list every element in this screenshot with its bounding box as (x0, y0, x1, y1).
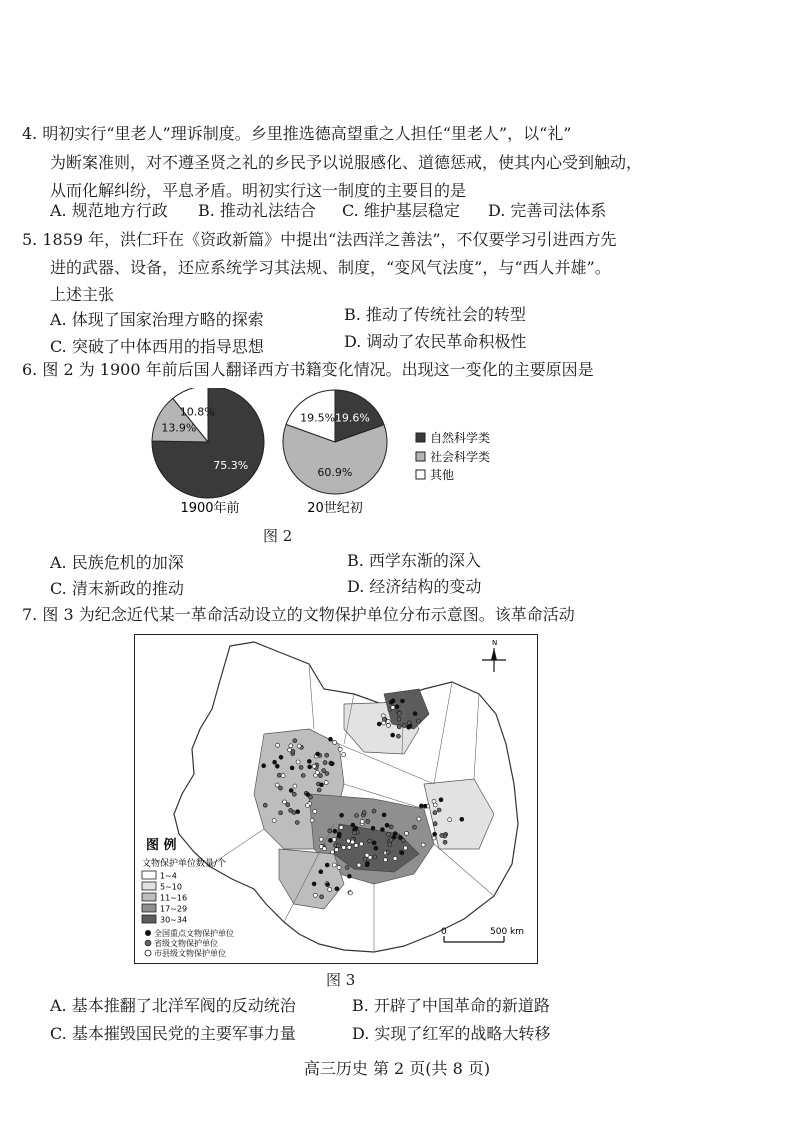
map-site-dot (328, 838, 332, 842)
map-site-dot (353, 831, 357, 835)
map-site-dot (313, 810, 317, 814)
q7-option-d: D. 实现了红军的战略大转移 (352, 1024, 551, 1043)
map-site-dot (385, 823, 389, 827)
map-site-dot (273, 760, 277, 764)
map-site-dot (345, 866, 349, 870)
map-site-dot (389, 838, 393, 842)
map-site-dot (404, 846, 408, 850)
map-site-dot (371, 826, 375, 830)
map-site-dot (347, 845, 351, 849)
q7-option-c: C. 基本摧毁国民党的主要军事力量 (50, 1024, 296, 1043)
map-legend-title: 图 例 (146, 838, 177, 853)
map-site-dot (290, 766, 294, 770)
map-site-dot (328, 829, 332, 833)
scale-zero: 0 (441, 927, 447, 937)
map-site-dot (340, 813, 344, 817)
map-site-dot (365, 853, 369, 857)
legend-swatch-social (416, 452, 425, 461)
map-site-dot (419, 804, 423, 808)
map-site-dot (333, 740, 337, 744)
pie-chart-20c (283, 390, 387, 494)
map-site-dot (360, 820, 364, 824)
map-site-dot (289, 808, 293, 812)
map-site-dot (292, 792, 296, 796)
map-site-dot (433, 832, 437, 836)
map-site-dot (355, 814, 359, 818)
q4-option-c: C. 维护基层稳定 (342, 201, 460, 220)
map-site-dot (393, 857, 397, 861)
map-site-dot (325, 772, 329, 776)
page-footer: 高三历史 第 2 页(共 8 页) (303, 1059, 491, 1078)
legend-range-4: 30~34 (160, 915, 188, 925)
map-site-dot (342, 753, 346, 757)
map-site-dot (333, 829, 337, 833)
q7-option-a: A. 基本推翻了北洋军阀的反动统治 (50, 996, 296, 1015)
map-site-dot (407, 725, 411, 729)
map-site-dot (348, 891, 352, 895)
pie-0-label-1: 13.9% (161, 421, 197, 435)
map-figure (134, 634, 538, 964)
map-site-dot (262, 764, 266, 768)
map-site-dot (291, 749, 295, 753)
map-site-dot (324, 781, 328, 785)
legend-county-dot (145, 950, 151, 956)
map-site-dot (377, 722, 381, 726)
map-site-dot (416, 719, 420, 723)
map-site-dot (365, 863, 369, 867)
map-site-dot (354, 843, 358, 847)
map-site-dot (432, 836, 436, 840)
map-site-dot (339, 826, 343, 830)
map-site-dot (387, 832, 391, 836)
map-site-dot (437, 808, 441, 812)
map-site-dot (297, 744, 301, 748)
map-site-dot (363, 857, 367, 861)
map-site-dot (325, 863, 329, 867)
map-site-dot (279, 811, 283, 815)
q5-line-3: 上述主张 (50, 285, 115, 304)
map-site-dot (335, 848, 339, 852)
map-site-dot (386, 850, 390, 854)
map-site-dot (277, 773, 281, 777)
map-site-dot (337, 866, 341, 870)
legend-national-dot (145, 930, 151, 936)
map-site-dot (413, 825, 417, 829)
map-site-dot (417, 817, 421, 821)
map-site-dot (313, 893, 317, 897)
legend-range-2: 11~16 (160, 893, 188, 903)
map-site-dot (312, 764, 316, 768)
legend-range-0: 1~4 (160, 871, 177, 881)
legend-provincial: 省级文物保护单位 (154, 939, 218, 948)
map-site-dot (443, 840, 447, 844)
q5-option-d: D. 调动了农民革命积极性 (344, 332, 527, 351)
map-site-dot (332, 838, 336, 842)
map-site-dot (432, 799, 436, 803)
map-site-dot (440, 833, 444, 837)
map-site-dot (295, 821, 299, 825)
map-site-dot (374, 846, 378, 850)
map-site-dot (336, 844, 340, 848)
map-site-dot (397, 717, 401, 721)
q4-line-3: 从而化解纠纷，平息矛盾。明初实行这一制度的主要目的是 (50, 181, 467, 200)
map-site-dot (400, 699, 404, 703)
figure-2-caption: 图 2 (263, 527, 293, 545)
map-site-dot (395, 705, 399, 709)
map-site-dot (323, 761, 327, 765)
map-site-dot (439, 798, 443, 802)
map-site-dot (263, 803, 267, 807)
map-site-dot (460, 817, 464, 821)
q4-option-a: A. 规范地方行政 (50, 201, 168, 220)
legend-other: 其他 (430, 468, 455, 482)
map-site-dot (307, 759, 311, 763)
q5-option-c: C. 突破了中体西用的指导思想 (50, 337, 264, 356)
pie-figure (0, 388, 794, 538)
q5-option-a: A. 体现了国家治理方略的探索 (50, 310, 264, 329)
map-site-dot (372, 809, 376, 813)
map-site-dot (433, 822, 437, 826)
map-site-dot (319, 870, 323, 874)
pie-0-label-0: 75.3% (213, 459, 249, 473)
q4-line-1: 4. 明初实行“里老人”理诉制度。乡里推选德高望重之人担任“里老人”，以“礼” (22, 124, 572, 143)
q7-option-b: B. 开辟了中国革命的新道路 (352, 996, 550, 1015)
map-site-dot (383, 858, 387, 862)
map-site-dot (423, 804, 427, 808)
pie-chart-1900 (152, 388, 264, 498)
legend-range-1: 5~10 (160, 882, 182, 892)
map-site-dot (315, 771, 319, 775)
map-site-dot (330, 850, 334, 854)
map-site-dot (279, 786, 283, 790)
q6-option-d: D. 经济结构的变动 (347, 577, 482, 596)
pie-1-label-0: 19.6% (334, 411, 370, 425)
map-site-dot (393, 832, 397, 836)
map-site-dot (296, 760, 300, 764)
pie-title-1900: 1900年前 (180, 501, 240, 516)
legend-range-3: 17~29 (160, 904, 188, 914)
map-site-dot (299, 765, 303, 769)
legend-range-swatch-1 (142, 882, 156, 890)
map-site-dot (400, 851, 404, 855)
legend-range-swatch-0 (142, 871, 156, 879)
map-site-dot (368, 839, 372, 843)
map-site-dot (275, 764, 279, 768)
map-site-dot (286, 803, 290, 807)
map-site-dot (342, 846, 346, 850)
map-site-dot (389, 825, 393, 829)
map-site-dot (354, 826, 358, 830)
map-site-dot (276, 743, 280, 747)
q4-option-b: B. 推动礼法结合 (198, 201, 316, 220)
map-site-dot (373, 855, 377, 859)
q7-line: 7. 图 3 为纪念近代某一革命活动设立的文物保护单位分布示意图。该革命活动 (22, 605, 575, 624)
map-site-dot (329, 737, 333, 741)
map-site-dot (301, 774, 305, 778)
map-site-dot (306, 804, 310, 808)
pie-1-label-2: 19.5% (300, 411, 336, 425)
map-site-dot (330, 762, 334, 766)
map-site-dot (396, 734, 400, 738)
pie-1-label-1: 60.9% (317, 466, 353, 480)
map-site-dot (402, 724, 406, 728)
q5-line-2: 进的武器、设备，还应系统学习其法规、制度，“变风气法度”，与“西人并雄”。 (50, 258, 611, 277)
legend-national: 全国重点文物保护单位 (154, 929, 234, 938)
map-site-dot (289, 744, 293, 748)
map-site-dot (322, 847, 326, 851)
map-site-dot (332, 863, 336, 867)
map-site-dot (279, 755, 283, 759)
legend-swatch-other (416, 470, 425, 479)
q4-option-d: D. 完善司法体系 (488, 201, 607, 220)
map-site-dot (433, 803, 437, 807)
map-site-dot (387, 723, 391, 727)
scale-label: 500 km (490, 927, 525, 937)
map-site-dot (319, 837, 323, 841)
map-site-dot (448, 818, 452, 822)
map-site-dot (296, 810, 300, 814)
map-site-dot (346, 839, 350, 843)
map-site-dot (317, 788, 321, 792)
map-site-dot (320, 895, 324, 899)
legend-swatch-natural (416, 433, 425, 442)
map-site-dot (397, 711, 401, 715)
legend-natural: 自然科学类 (430, 431, 491, 445)
map-site-dot (382, 813, 386, 817)
map-site-dot (372, 841, 376, 845)
legend-range-swatch-2 (142, 893, 156, 901)
map-site-dot (397, 725, 401, 729)
map-site-dot (351, 840, 355, 844)
map-site-dot (293, 784, 297, 788)
map-site-dot (319, 774, 323, 778)
map-site-dot (359, 842, 363, 846)
map-site-dot (362, 811, 366, 815)
q6-option-a: A. 民族危机的加深 (50, 553, 184, 572)
q6-option-b: B. 西学东渐的深入 (347, 551, 481, 570)
map-site-dot (281, 774, 285, 778)
map-site-dot (399, 836, 403, 840)
q5-line-1: 5. 1859 年，洪仁玕在《资政新篇》中提出“法西洋之善法”，不仅要学习引进西方先 (22, 230, 617, 249)
map-site-dot (272, 819, 276, 823)
map-site-dot (380, 828, 384, 832)
pie-legend (416, 430, 490, 482)
map-site-dot (293, 739, 297, 743)
map-site-dot (310, 818, 314, 822)
north-label: N (492, 639, 498, 647)
map-site-dot (382, 717, 386, 721)
map-site-dot (320, 783, 324, 787)
map-site-dot (338, 747, 342, 751)
legend-range-swatch-4 (142, 915, 156, 923)
map-site-dot (357, 863, 361, 867)
pie-title-20c: 20世纪初 (307, 501, 363, 516)
map-site-dot (388, 843, 392, 847)
map-site-dot (337, 834, 341, 838)
map-site-dot (421, 843, 425, 847)
legend-range-swatch-3 (142, 904, 156, 912)
map-site-dot (433, 811, 437, 815)
map-site-dot (326, 883, 330, 887)
map-site-dot (335, 887, 339, 891)
legend-social: 社会科学类 (430, 450, 491, 464)
map-site-dot (308, 765, 312, 769)
map-site-dot (308, 795, 312, 799)
map-site-dot (413, 712, 417, 716)
q4-line-2: 为断案准则，对不遵圣贤之礼的乡民予以说服感化、道德惩戒，使其内心受到触动， (50, 153, 643, 172)
map-site-dot (391, 733, 395, 737)
map-site-dot (328, 888, 332, 892)
map-site-dot (316, 752, 320, 756)
map-site-dot (347, 874, 351, 878)
pie-0-label-2: 10.8% (179, 405, 215, 419)
q5-option-b: B. 推动了传统社会的转型 (344, 305, 526, 324)
map-site-dot (405, 831, 409, 835)
q6-line: 6. 图 2 为 1900 年前后国人翻译西方书籍变化情况。出现这一变化的主要原因是 (22, 360, 594, 379)
map-site-dot (366, 819, 370, 823)
legend-provincial-dot (145, 940, 151, 946)
legend-county: 市县级文物保护单位 (154, 949, 226, 958)
map-site-dot (312, 882, 316, 886)
map-site-dot (325, 753, 329, 757)
map-site-dot (289, 789, 293, 793)
map-site-dot (391, 699, 395, 703)
map-site-dot (391, 705, 395, 709)
map-site-dot (275, 783, 279, 787)
map-site-dot (322, 769, 326, 773)
q6-option-c: C. 清末新政的推动 (50, 579, 184, 598)
map-legend-subtitle: 文物保护单位数量/个 (142, 859, 227, 869)
figure-3-caption: 图 3 (326, 971, 356, 989)
map-site-dot (283, 800, 287, 804)
